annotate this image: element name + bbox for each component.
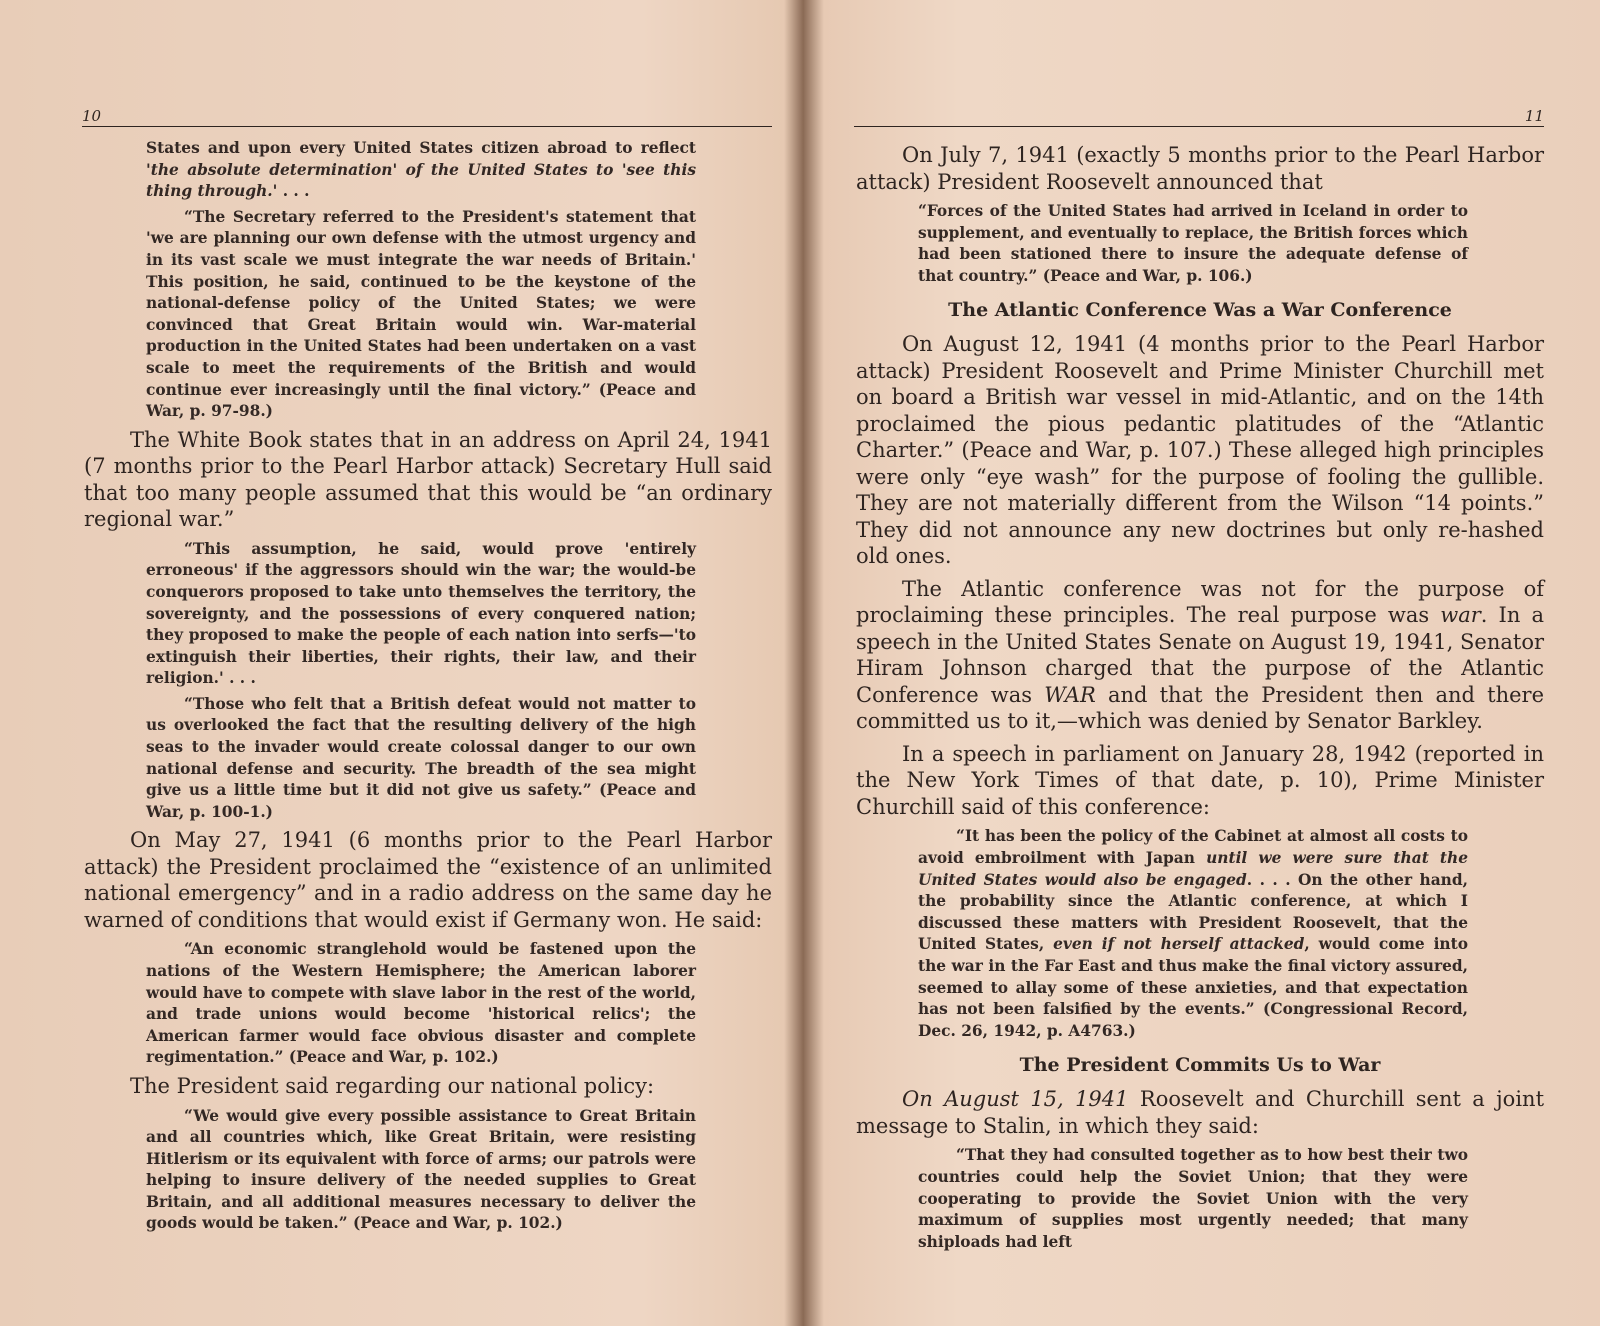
block-quote (918, 1145, 1468, 1253)
paragraph (856, 331, 1544, 570)
italic-text: war (1440, 603, 1481, 628)
paragraph (856, 1086, 1544, 1139)
section-heading (856, 1054, 1544, 1076)
block-quote (146, 138, 696, 203)
block-quote (146, 939, 696, 1069)
block-quote (146, 539, 696, 690)
text-run: “We would give every possible assistance to Great Britain and all countries which, like Great Britain, were resisting Hitlerism or its equivalent with force of arms; our patrols were helping to insure delivery of the needed supplies to Great Britain, and all additional measures necessary to deliver the goods would be taken.” (Peace and War, p. 102.) (146, 1106, 696, 1233)
right-page (816, 0, 1600, 1326)
block-quote (918, 201, 1468, 287)
text-run: “Those who felt that a British defeat would not matter to us overlooked the fact that the resulting delivery of the high seas to the invader would create colossal danger to our own national defense and security. The breadth of the sea might give us a little time but it did not give us safety.” (Peace and War, p. 100-1.) (146, 694, 696, 821)
text-run: “This assumption, he said, would prove 'entirely erroneous' if the aggressors should win the war; the would-be conquerors proposed to take unto themselves the territory, the sovereignty, and the possessions of every conquered nation; they proposed to make the people of each nation into serfs—'to extinguish their liberties, their rights, their law, and their religion.' . . . (146, 539, 696, 688)
text-run: On August 12, 1941 (4 months prior to the Pearl Harbor attack) President Roosevelt and Prime Minister Churchill met on board a British war vessel in mid-Atlantic, and on the 14th proclaimed the pious pedantic platitudes of the “Atlantic Charter.” (Peace and War, p. 107.) These alleged high principles were only “eye wash” for the purpose of fooling the gullible. They are not materially different from the Wilson “14 points.” They did not announce any new doctrines but only re-hashed old ones. (856, 332, 1544, 569)
right-page-body (856, 142, 1544, 1257)
text-run: States and upon every United States citizen abroad to reflect (146, 139, 696, 157)
text-run: The White Book states that in an address on April 24, 1941 (7 months prior to the Pearl Harbor attack) Secretary Hull said that too many people assumed that this would be “an ordinary regional war.” (84, 427, 772, 532)
text-run: On July 7, 1941 (exactly 5 months prior to the Pearl Harbor attack) President Roosevelt announced that (856, 143, 1544, 194)
paragraph (84, 1073, 772, 1100)
italic-text: even if not herself attacked (1053, 935, 1305, 954)
paragraph (856, 576, 1544, 735)
text-run: “An economic stranglehold would be fastened upon the nations of the Western Hemisphere; the American laborer would have to compete with slave labor in the rest of the world, and trade unions would become 'historical relics'; the American farmer would face obvious disaster and complete regimentation.” (Peace and War, p. 102.) (146, 940, 696, 1067)
text-run: The Atlantic Conference Was a War Conference (948, 299, 1452, 322)
text-run: On May 27, 1941 (6 months prior to the Pearl Harbor attack) the President proclaimed the “existence of an unlimited national emergency” and in a radio address on the same day he warned of conditions that would exist if Germany won. He said: (84, 828, 772, 932)
text-run: The President said regarding our national policy: (130, 1074, 655, 1098)
block-quote (146, 1106, 696, 1236)
italic-text: 'the absolute determination' of the United States to 'see this thing through.' (146, 160, 696, 201)
text-run: , would come into the war in the Far East and thus make the final victory assured, seemed to allay some of these anxieties, and that expectation has not been falsified by the events.” (Congressional Record, Dec. 26, 1942, p. A4763.) (918, 935, 1468, 1040)
paragraph (84, 427, 772, 533)
paragraph (856, 741, 1544, 821)
paragraph (84, 827, 772, 933)
text-run: The Atlantic conference was not for the purpose of proclaiming these principles. The real purpose was (856, 576, 1544, 628)
block-quote (918, 826, 1468, 1042)
text-run: “The Secretary referred to the President's statement that 'we are planning our own defense with the utmost urgency and in its vast scale we must integrate the war needs of Britain.' This position, he said, continued to be the keystone of the national-defense policy of the United States; we were convinced that Great Britain would win. War-material production in the United States had been undertaken on a vast scale to meet the requirements of the British and would continue ever increasingly until the final victory.” (Peace and War, p. 97-98.) (146, 207, 696, 421)
text-run: and that the President then and there committed us to it,—which was denied by Senator Barkley. (856, 682, 1544, 734)
left-page-body (84, 138, 772, 1239)
text-run: “Forces of the United States had arrived in Iceland in order to supplement, and eventually to replace, the British forces which had been stationed there to insure the adequate defense of that country.” (Peace and War, p. 106.) (918, 202, 1468, 285)
left-page-header (82, 106, 772, 127)
block-quote (146, 694, 696, 824)
right-page-header (854, 106, 1544, 127)
text-run: In a speech in parliament on January 28, 1942 (reported in the New York Times of that date, p. 10), Prime Minister Churchill said of this conference: (856, 741, 1544, 819)
section-heading (856, 299, 1544, 321)
text-run: “It has been the policy of the Cabinet at almost all costs to avoid embroilment with Japan (918, 827, 1468, 867)
block-quote (146, 207, 696, 423)
text-run: . . . (277, 182, 310, 201)
italic-text: until we were sure that the United States would also be engaged (918, 848, 1469, 889)
italic-text: WAR (1044, 682, 1096, 707)
text-run: The President Commits Us to War (1019, 1054, 1381, 1077)
text-run: Roosevelt and Churchill sent a joint message to Stalin, in which they said: (856, 1087, 1545, 1138)
text-run: . . . . On the other hand, the probability since the Atlantic conference, at which I discussed these matters with President Roosevelt, that the United States, (918, 870, 1468, 954)
page-number: 11 (1524, 107, 1544, 125)
page-number: 10 (82, 107, 102, 125)
paragraph (856, 142, 1544, 195)
text-run: “That they had consulted together as to how best their two countries could help the Soviet Union; that they were cooperating to provide the Soviet Union with the very maximum of supplies most urgently needed; that many shiploads had left (918, 1146, 1468, 1251)
italic-text: On August 15, 1941 (902, 1087, 1129, 1112)
text-run: . In a speech in the United States Senate on August 19, 1941, Senator Hiram Johnson charged that the purpose of the Atlantic Conference was (856, 603, 1544, 707)
